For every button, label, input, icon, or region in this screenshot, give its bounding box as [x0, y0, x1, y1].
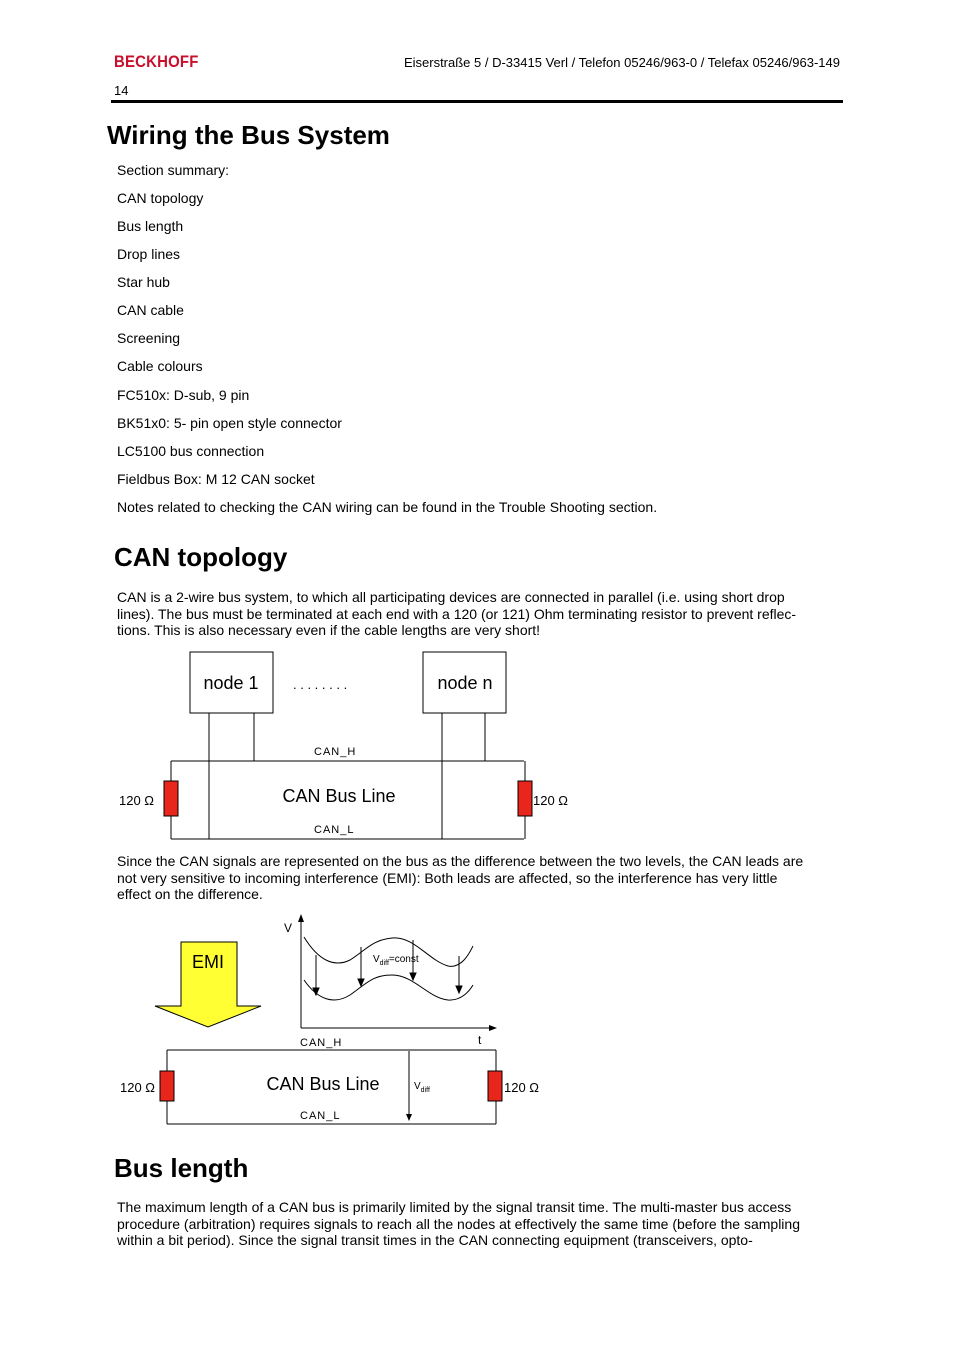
summary-item: CAN cable [117, 302, 184, 318]
y-axis-arrow-icon [298, 914, 304, 922]
text-line: within a bit period). Since the signal transit times in the CAN connecting equipment (transceivers, opto- [117, 1232, 753, 1248]
summary-item: Screening [117, 330, 181, 346]
vdiff-arrow-head-icon [406, 1114, 412, 1121]
summary-item: BK51x0: 5- pin open style connector [117, 415, 342, 431]
text-line: procedure (arbitration) requires signals to reach all the nodes at effectively the same time (before the sampling [117, 1215, 800, 1232]
section-title-bus-length: Bus length [114, 1153, 249, 1183]
node-1-label: node 1 [203, 673, 259, 693]
resistor-right-label: 120 Ω [504, 1080, 540, 1095]
terminating-resistor-right [488, 1071, 502, 1101]
beckhoff-logo: BECKHOFF [114, 52, 199, 71]
summary-item: Bus length [117, 218, 184, 234]
can-l-label: CAN_L [314, 824, 355, 836]
section-title-can-topology: CAN topology [114, 542, 288, 572]
x-axis-arrow-icon [489, 1025, 497, 1031]
text-line: Since the CAN signals are represented on the bus as the difference between the two levels, the CAN leads are [117, 853, 804, 869]
can-bus-line-label: CAN Bus Line [266, 1074, 380, 1094]
can-h-label: CAN_H [300, 1037, 343, 1049]
resistor-left-label: 120 Ω [119, 793, 155, 808]
bus-length-paragraph [117, 1199, 837, 1249]
section-title-wiring: Wiring the Bus System [107, 120, 390, 150]
text-line: CAN is a 2-wire bus system, to which all participating devices are connected in parallel (i.e. using short drop [117, 589, 785, 605]
summary-item: Cable colours [117, 358, 203, 374]
vdiff-label: $V_{diff}$ [414, 1081, 430, 1094]
header-address: Eiserstraße 5 / D-33415 Verl / Telefon 05246/963-0 / Telefax 05246/963-149 [403, 55, 840, 70]
terminating-resistor-left [160, 1071, 174, 1101]
text-line: lines). The bus must be terminated at each end with a 120 (or 121) Ohm terminating resistor to prevent reflec- [117, 605, 797, 622]
text-line: tions. This is also necessary even if the cable lengths are very short! [117, 622, 541, 638]
resistor-left-label: 120 Ω [120, 1080, 156, 1095]
summary-item: FC510x: D-sub, 9 pin [117, 387, 250, 403]
can-l-waveform [304, 975, 473, 1000]
node-n-label: node n [437, 673, 493, 693]
text-line: The maximum length of a CAN bus is primarily limited by the signal transit time. The multi-master bus access [117, 1199, 792, 1215]
summary-item: LC5100 bus connection [117, 443, 265, 459]
can-bus-line-label: CAN Bus Line [282, 786, 396, 806]
summary-item: Star hub [117, 274, 170, 290]
summary-note: Notes related to checking the CAN wiring can be found in the Trouble Shooting section. [117, 499, 658, 515]
nodes-ellipsis: . . . . . . . . [293, 677, 348, 692]
can-l-label: CAN_L [300, 1110, 341, 1122]
text-line: not very sensitive to incoming interference (EMI): Both leads are affected, so the interference has very little [117, 869, 778, 886]
can-h-label: CAN_H [314, 746, 357, 758]
vdiff-const-label: $V_{diff}=const$ [373, 954, 419, 967]
axis-v-label: V [284, 921, 293, 935]
page-number: 14 [114, 83, 129, 98]
axis-t-label: t [478, 1033, 482, 1047]
summary-item: Drop lines [117, 246, 181, 262]
summary-item: CAN topology [117, 190, 204, 206]
resistor-right-label: 120 Ω [533, 793, 569, 808]
text-line: effect on the difference. [117, 886, 263, 902]
summary-item: Fieldbus Box: M 12 CAN socket [117, 471, 315, 487]
emi-label: EMI [191, 952, 225, 972]
summary-label: Section summary: [117, 162, 230, 178]
